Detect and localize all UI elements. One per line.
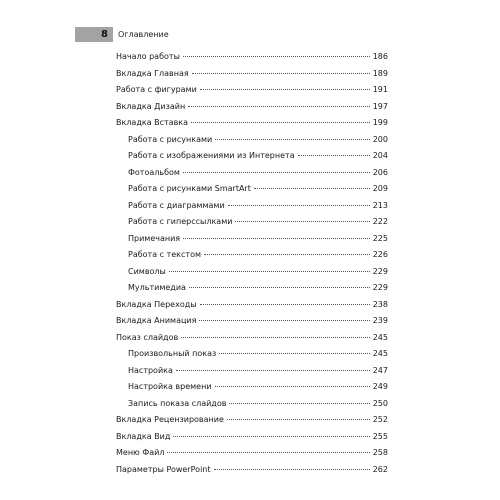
dot-leader — [219, 353, 369, 354]
toc-entry-page: 249 — [372, 382, 388, 391]
dot-leader — [183, 56, 370, 57]
dot-leader — [199, 320, 369, 321]
toc-entry-label: Вкладка Дизайн — [116, 101, 186, 111]
toc-entry-page: 245 — [372, 349, 388, 358]
dot-leader — [215, 139, 370, 140]
toc-entry[interactable] — [116, 115, 388, 132]
dot-leader — [176, 370, 370, 371]
toc-entry[interactable] — [116, 181, 388, 198]
dot-leader — [227, 419, 370, 420]
toc-entry-page: 247 — [372, 365, 388, 375]
toc-entry-page: 262 — [372, 464, 388, 474]
toc-entry-label: Работа с фигурами — [116, 85, 197, 94]
toc-entry-page: 189 — [372, 68, 388, 78]
page-header — [0, 27, 500, 42]
toc-entry[interactable] — [116, 363, 388, 380]
section-title: Оглавление — [118, 30, 169, 39]
toc-entry-label: Вкладка Главная — [116, 68, 189, 78]
toc-entry-page: 199 — [372, 118, 388, 127]
toc-entry-page: 213 — [372, 200, 388, 210]
toc-entry-label: Фотоальбом — [128, 167, 180, 177]
toc-entry[interactable] — [116, 396, 388, 413]
dot-leader — [188, 106, 370, 107]
toc-entry-label: Примечания — [128, 233, 181, 243]
toc-entry-label: Настройка времени — [128, 382, 212, 391]
toc-entry-label: Работа с текстом — [128, 250, 202, 259]
toc-entry[interactable] — [116, 429, 388, 446]
toc-entry-page: 209 — [372, 184, 388, 193]
dot-leader — [192, 73, 370, 74]
toc-entry-page: 197 — [372, 101, 388, 111]
toc-entry[interactable] — [116, 165, 388, 182]
toc-entry-page: 238 — [372, 299, 388, 309]
toc-entry[interactable] — [116, 66, 388, 83]
dot-leader — [173, 436, 369, 437]
toc-entry-label: Меню Файл — [116, 448, 165, 457]
page-number: 8 — [75, 27, 113, 42]
dot-leader — [229, 403, 369, 404]
toc-entry-page: 239 — [372, 316, 388, 325]
toc-entry-page: 250 — [372, 398, 388, 408]
toc-entry[interactable] — [116, 231, 388, 248]
toc-entry-label: Работа с изображениями из Интернета — [128, 151, 295, 160]
toc-entry-label: Параметры PowerPoint — [116, 464, 211, 474]
toc-entry-label: Произвольный показ — [128, 349, 217, 358]
dot-leader — [254, 188, 370, 189]
toc-entry-label: Работа с рисунками SmartArt — [128, 184, 251, 193]
dot-leader — [235, 221, 369, 222]
toc-entry[interactable] — [116, 280, 388, 297]
toc-entry-label: Показ слайдов — [116, 332, 179, 342]
toc-entry-page: 229 — [372, 283, 388, 292]
dot-leader — [169, 271, 370, 272]
toc-entry-label: Начало работы — [116, 52, 180, 61]
toc-entry-label: Вкладка Вставка — [116, 118, 189, 127]
toc-entry-page: 225 — [372, 233, 388, 243]
toc-entry-label: Мультимедиа — [128, 283, 186, 292]
toc-entry-label: Вкладка Переходы — [116, 299, 197, 309]
dot-leader — [181, 337, 370, 338]
toc-entry-label: Работа с рисунками — [128, 134, 213, 144]
toc-entry[interactable] — [116, 346, 388, 363]
toc-entry[interactable] — [116, 49, 388, 66]
toc-entry-label: Вкладка Рецензирование — [116, 415, 224, 424]
dot-leader — [215, 386, 370, 387]
toc-entry-page: 186 — [372, 52, 388, 61]
dot-leader — [200, 89, 370, 90]
toc-entry[interactable] — [116, 330, 388, 347]
toc-entry-label: Вкладка Вид — [116, 431, 171, 441]
table-of-contents — [116, 49, 388, 478]
toc-entry[interactable] — [116, 198, 388, 215]
toc-entry-page: 222 — [372, 217, 388, 226]
toc-entry-label: Работа с диаграммами — [128, 200, 225, 210]
toc-entry[interactable] — [116, 148, 388, 165]
dot-leader — [189, 287, 370, 288]
toc-entry-page: 258 — [372, 448, 388, 457]
toc-entry-page: 191 — [372, 85, 388, 94]
toc-entry-label: Работа с гиперссылками — [128, 217, 233, 226]
dot-leader — [200, 304, 370, 305]
toc-entry[interactable] — [116, 214, 388, 231]
toc-entry-page: 226 — [372, 250, 388, 259]
dot-leader — [228, 205, 370, 206]
toc-entry[interactable] — [116, 82, 388, 99]
toc-entry-label: Запись показа слайдов — [128, 398, 227, 408]
dot-leader — [298, 155, 370, 156]
toc-entry[interactable] — [116, 99, 388, 116]
toc-entry-page: 255 — [372, 431, 388, 441]
toc-entry-page: 200 — [372, 134, 388, 144]
dot-leader — [183, 238, 370, 239]
toc-entry-label: Символы — [128, 266, 166, 276]
toc-entry-page: 229 — [372, 266, 388, 276]
toc-entry-page: 206 — [372, 167, 388, 177]
toc-entry-label: Настройка — [128, 365, 173, 375]
dot-leader — [183, 172, 370, 173]
toc-entry[interactable] — [116, 445, 388, 462]
toc-entry-label: Вкладка Анимация — [116, 316, 197, 325]
toc-entry[interactable] — [116, 313, 388, 330]
toc-entry[interactable] — [116, 297, 388, 314]
toc-entry-page: 252 — [372, 415, 388, 424]
dot-leader — [204, 254, 370, 255]
dot-leader — [167, 452, 369, 453]
toc-entry-page: 245 — [372, 332, 388, 342]
toc-entry-page: 204 — [372, 151, 388, 160]
toc-entry[interactable] — [116, 462, 388, 479]
toc-entry[interactable] — [116, 379, 388, 396]
toc-entry[interactable] — [116, 412, 388, 429]
toc-entry[interactable] — [116, 247, 388, 264]
toc-entry[interactable] — [116, 132, 388, 149]
dot-leader — [191, 122, 370, 123]
toc-entry[interactable] — [116, 264, 388, 281]
dot-leader — [214, 469, 370, 470]
